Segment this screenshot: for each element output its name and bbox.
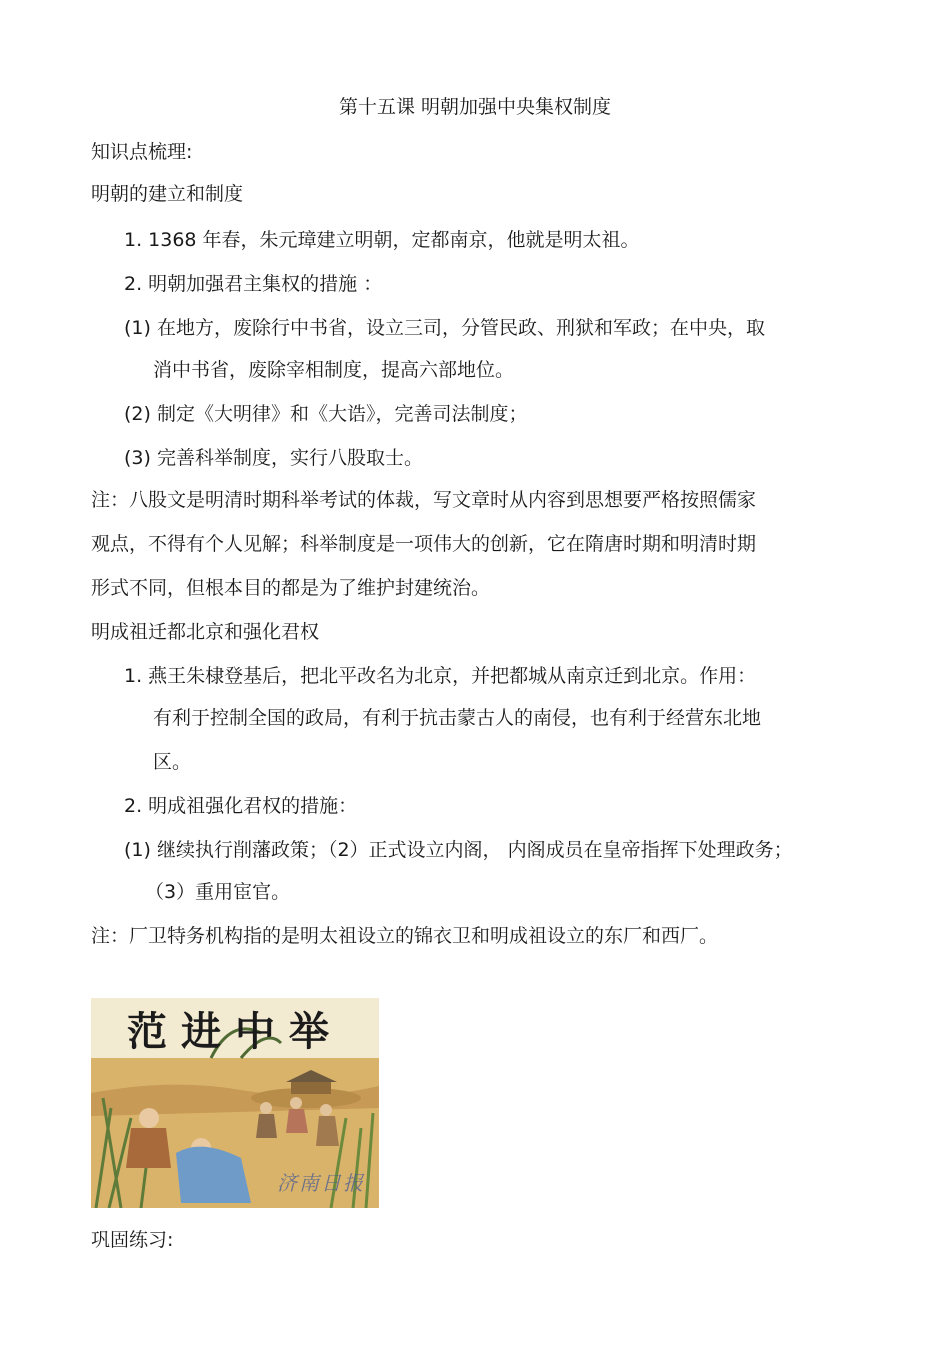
part2-item-1-line-1: 1. 燕王朱棣登基后，把北平改名为北京，并把都城从南京迁到北京。作用： xyxy=(124,665,757,687)
part2-item-1-line-3: 区。 xyxy=(153,751,192,773)
part2-item-1-line-2: 有利于控制全国的政局，有利于抗击蒙古人的南侵，也有利于经营东北地 xyxy=(153,707,762,729)
part1-note-line-3: 形式不同，但根本目的都是为了维护封建统治。 xyxy=(91,577,491,599)
part1-note-line-1: 注：八股文是明清时期科举考试的体裁，写文章时从内容到思想要严格按照儒家 xyxy=(91,489,757,511)
part2-note: 注：厂卫特务机构指的是明太祖设立的锦衣卫和明成祖设立的东厂和西厂。 xyxy=(91,925,719,947)
page-title: 第十五课 明朝加强中央集权制度 xyxy=(338,96,612,118)
part1-sub-3: (3) 完善科举制度，实行八股取士。 xyxy=(124,447,423,469)
fan-jin-illustration xyxy=(91,998,379,1208)
illustration-banner: 范进中举 xyxy=(127,1008,343,1055)
part2-item-2: 2. 明成祖强化君权的措施： xyxy=(124,795,358,817)
part1-note-line-2: 观点，不得有个人见解；科举制度是一项伟大的创新，它在隋唐时期和明清时期 xyxy=(91,533,757,555)
part1-heading: 明朝的建立和制度 xyxy=(91,183,244,205)
illustration-watermark: 济南日报 xyxy=(277,1171,365,1195)
part2-sub-1-line-2: （3）重用宦官。 xyxy=(145,881,291,903)
part1-sub-1-line-2: 消中书省，废除宰相制度，提高六部地位。 xyxy=(153,359,515,381)
part2-heading: 明成祖迁都北京和强化君权 xyxy=(91,621,320,643)
part2-sub-1-line-1: (1) 继续执行削藩政策；（2）正式设立内阁， 内阁成员在皇帝指挥下处理政务； xyxy=(124,839,793,861)
part1-item-1: 1. 1368 年春，朱元璋建立明朝，定都南京，他就是明太祖。 xyxy=(124,229,640,251)
part1-item-2: 2. 明朝加强君主集权的措施 ： xyxy=(124,273,383,295)
section-heading: 知识点梳理: xyxy=(91,141,193,163)
part1-sub-1-line-1: (1) 在地方，废除行中书省，设立三司，分管民政、刑狱和军政；在中央，取 xyxy=(124,317,765,339)
exercise-heading: 巩固练习: xyxy=(91,1229,174,1251)
part1-sub-2: (2) 制定《大明律》和《大诰》，完善司法制度； xyxy=(124,403,528,425)
